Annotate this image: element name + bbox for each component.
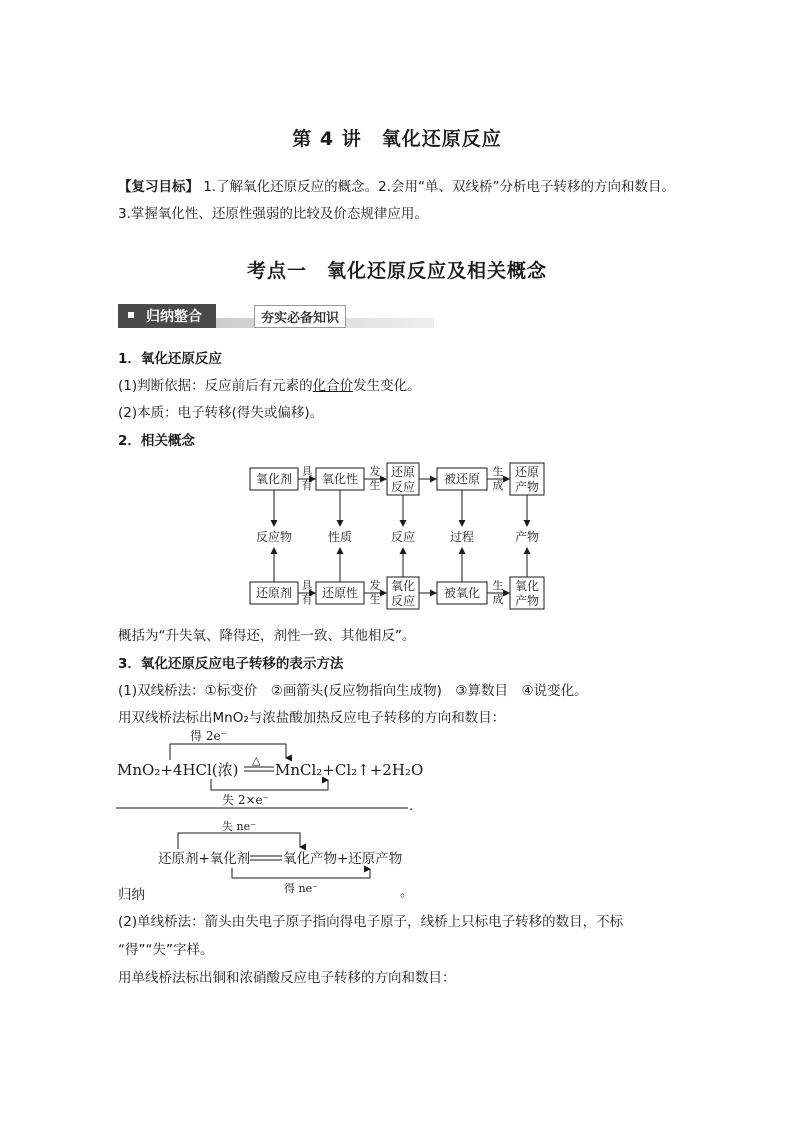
diag-top-5b: 产物 [514, 480, 540, 494]
general-gain-label: 得 ne⁻ [284, 882, 318, 895]
link-have-b2: 有 [301, 593, 313, 606]
general-gain-bridge [232, 868, 370, 878]
diag-top-2: 氧化性 [321, 472, 359, 486]
heat-symbol: △ [252, 754, 261, 767]
link-occur-1: 发 [369, 465, 381, 478]
diag-mid-5: 产物 [514, 530, 540, 544]
item1-heading: 1．氧化还原反应 [118, 351, 222, 367]
item2-summary: 概括为“升失氧、降得还，剂性一致、其他相反”。 [118, 628, 416, 644]
diag-mid-2: 性质 [327, 530, 353, 544]
concept-diagram [240, 458, 560, 618]
section-title: 考点一 氧化还原反应及相关概念 [246, 260, 547, 282]
general-period: 。 [400, 885, 414, 900]
general-bridge-diagram [114, 818, 414, 900]
diag-bot-1: 还原剂 [255, 586, 293, 600]
link-occur-b2: 生 [369, 593, 381, 606]
gain-label: 得 2e⁻ [190, 729, 227, 743]
knowledge-banner [118, 304, 434, 328]
diag-bot-3a: 氧化 [390, 579, 416, 593]
item1-p2: (2)本质：电子转移(得失或偏移)。 [118, 405, 324, 421]
diag-bot-4: 被氧化 [443, 586, 481, 600]
link-have-2: 有 [301, 479, 313, 492]
mno2-equation-diagram [114, 728, 424, 814]
diag-top-1: 氧化剂 [255, 472, 293, 486]
single-bridge-line2: “得”“失”字样。 [118, 942, 214, 958]
eq-lhs: MnO₂+4HCl(浓) [117, 761, 239, 779]
item2-heading: 2．相关概念 [118, 433, 195, 449]
single-bridge-line1: (2)单线桥法：箭头由失电子原子指向得电子原子，线桥上只标电子转移的数目，不标 [118, 914, 624, 930]
review-goals-line2: 3.掌握氧化性、还原性强弱的比较及价态规律应用。 [118, 206, 428, 222]
diag-bot-5b: 产物 [514, 594, 540, 608]
diag-mid-1: 反应物 [255, 530, 293, 544]
diag-top-4: 被还原 [443, 472, 481, 486]
diag-bot-3b: 反应 [390, 594, 416, 608]
lecture-title: 第 4 讲 氧化还原反应 [292, 128, 502, 150]
gain-bridge [170, 744, 286, 760]
link-occur-b1: 发 [369, 579, 381, 592]
review-goals-tag: 【复习目标】 [118, 179, 199, 195]
banner-light-label: 夯实必备知识 [254, 305, 346, 328]
link-have-b1: 具 [301, 579, 313, 592]
general-rhs: 氧化产物+还原产物 [283, 851, 403, 867]
loss-bridge [211, 779, 328, 790]
item1-p1-key: 化合价 [312, 378, 354, 394]
general-loss-bridge [178, 833, 300, 849]
link-gen-b1: 生 [492, 579, 504, 592]
review-goals-text1: 1.了解氧化还原反应的概念。2.会用“单、双线桥”分析电子转移的方向和数目。 [203, 179, 676, 195]
link-gen-2: 成 [492, 479, 504, 492]
diag-top-3a: 还原 [390, 465, 416, 479]
review-goals-line1 [118, 175, 675, 195]
item1-p1-pre: (1)判断依据：反应前后有元素的 [118, 378, 313, 394]
diag-bot-2: 还原性 [321, 586, 359, 600]
general-loss-label: 失 ne⁻ [222, 820, 256, 833]
link-gen-1: 生 [492, 465, 504, 478]
eq-rhs: MnCl₂+Cl₂↑+2H₂O [275, 761, 424, 779]
general-lhs: 还原剂+氧化剂 [158, 851, 251, 867]
diag-bot-5a: 氧化 [514, 579, 540, 593]
double-bridge-steps: (1)双线桥法：①标变价 ②画箭头(反应物指向生成物) ③算数目 ④说变化。 [118, 683, 588, 699]
item3-heading: 3．氧化还原反应电子转移的表示方法 [118, 656, 344, 672]
loss-label: 失 2×e⁻ [222, 793, 269, 807]
link-have-1: 具 [301, 465, 313, 478]
link-gen-b2: 成 [492, 593, 504, 606]
square-bullet-icon [128, 312, 134, 318]
item1-p1 [118, 374, 421, 394]
diag-top-3b: 反应 [390, 480, 416, 494]
diag-mid-4: 过程 [449, 530, 475, 544]
summary-label: 归纳 [118, 887, 145, 903]
item1-p1-post: 发生变化。 [353, 378, 421, 394]
double-bridge-task: 用双线桥法标出MnO₂与浓盐酸加热反应电子转移的方向和数目： [118, 710, 506, 726]
link-occur-2: 生 [369, 479, 381, 492]
diag-mid-3: 反应 [390, 530, 416, 544]
eq-period: . [409, 799, 414, 814]
banner-dark-label [118, 304, 216, 328]
single-bridge-task: 用单线桥法标出铜和浓硝酸反应电子转移的方向和数目： [118, 970, 456, 986]
diag-top-5a: 还原 [514, 465, 540, 479]
banner-dark-text: 归纳整合 [146, 309, 202, 325]
